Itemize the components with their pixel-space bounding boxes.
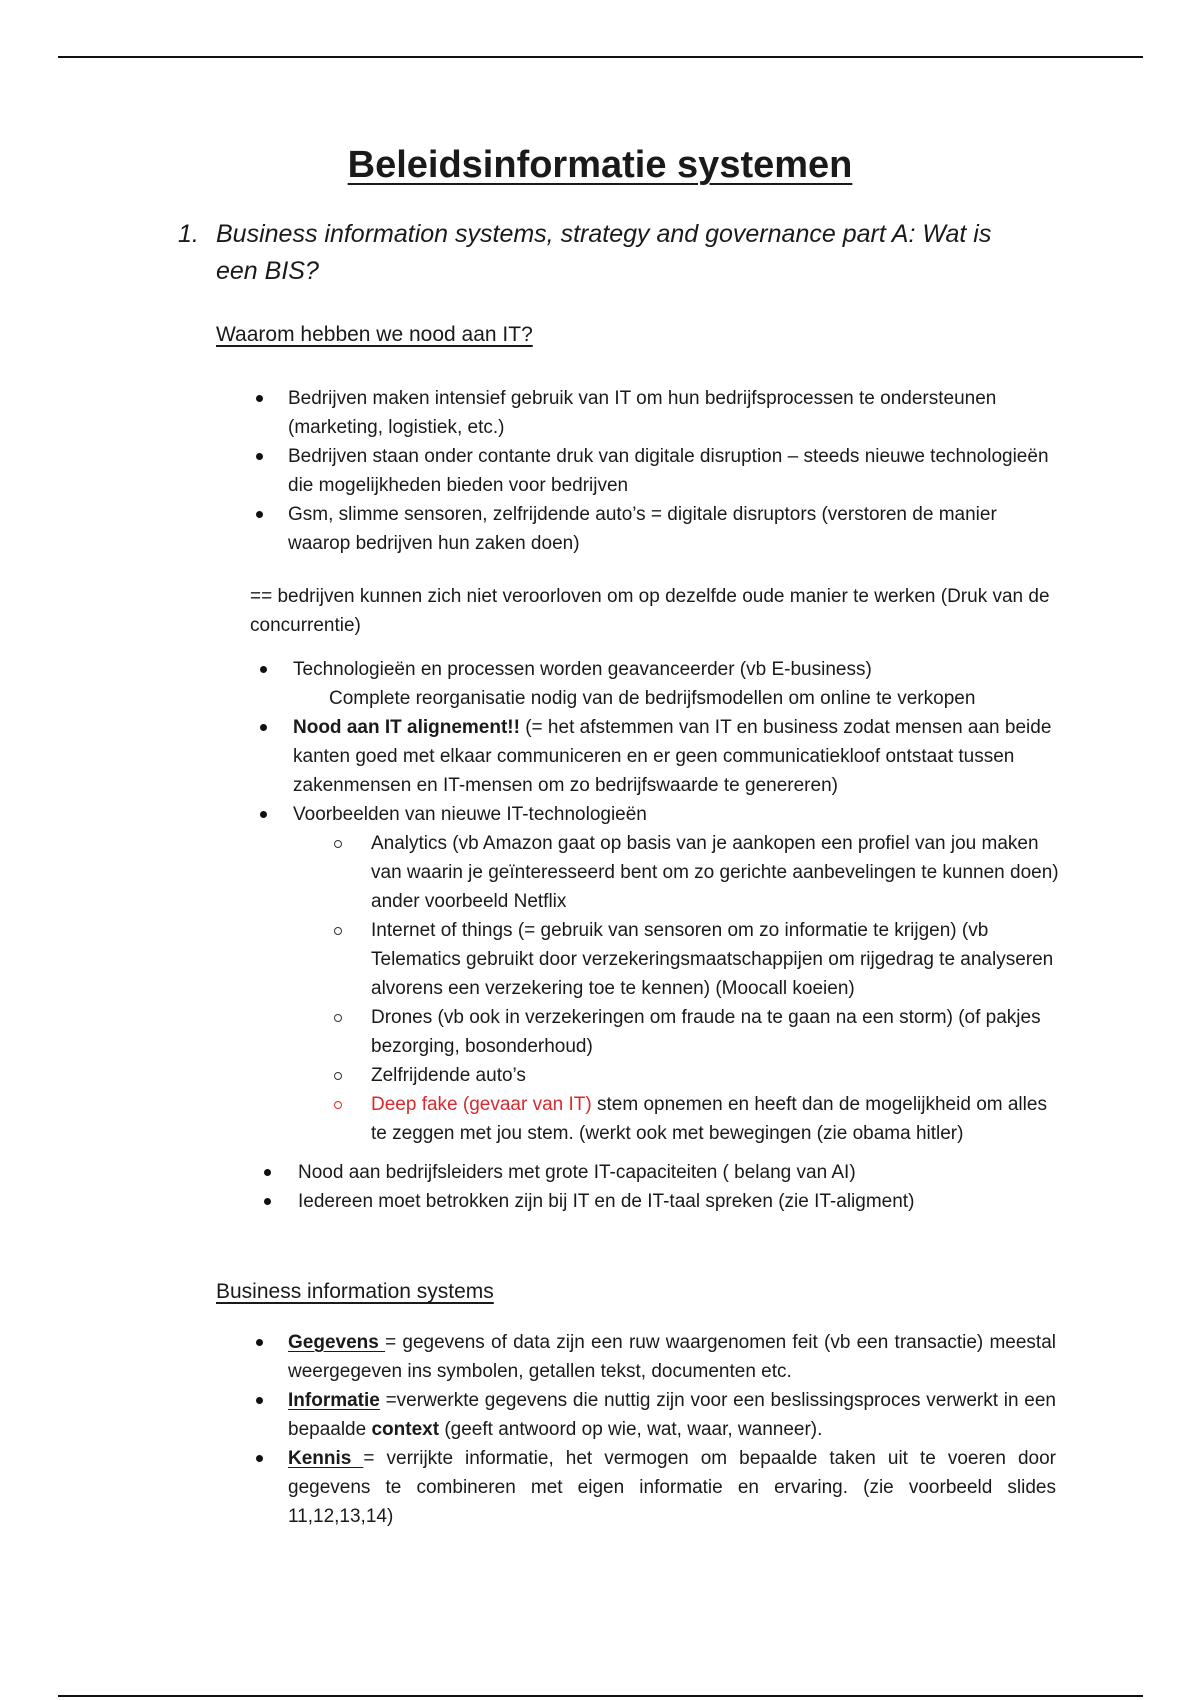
bullet-icon (264, 1198, 271, 1205)
bullet-icon (260, 666, 267, 673)
subheading-bis: Business information systems (216, 1280, 494, 1303)
list-item: Nood aan IT alignement!! (= het afstemmen van IT en business zodat mensen aan beide kanten goed met elkaar communiceren en er geen communicatiekloof ontstaat tussen zakenmensen en IT-mensen om zo bedrijfswaarde te genereren) (255, 713, 1065, 800)
bullet-icon (256, 395, 263, 402)
definition-gegevens: Gegevens = gegevens of data zijn een ruw waargenomen feit (vb een transactie) meestal weergegeven ins symbolen, getallen tekst, documenten etc. (250, 1328, 1056, 1386)
circle-bullet-icon (334, 927, 342, 935)
term-gegevens: Gegevens (288, 1332, 386, 1353)
circle-bullet-icon (334, 1014, 342, 1022)
term-kennis: Kennis (288, 1448, 364, 1469)
bullet-icon (264, 1169, 271, 1176)
list-item: Gsm, slimme sensoren, zelfrijdende auto’s = digitale disruptors (verstoren de manier waarop bedrijven hun zaken doen) (250, 500, 1060, 558)
list-item: Iedereen moet betrokken zijn bij IT en de IT-taal spreken (zie IT-aligment) (262, 1187, 1072, 1216)
section-heading (178, 216, 1038, 290)
sub-list-examples (333, 829, 1065, 1148)
emphasis-context: context (371, 1419, 440, 1440)
list-item: Technologieën en processen worden geavanceerder (vb E-business) Complete reorganisatie nodig van de bedrijfsmodellen om online te verkopen (255, 655, 1065, 713)
list-item: Bedrijven maken intensief gebruik van IT om hun bedrijfsprocessen te ondersteunen (marketing, logistiek, etc.) (250, 384, 1060, 442)
bullet-icon (260, 811, 267, 818)
document-title: Beleidsinformatie systemen (347, 144, 853, 186)
continuation-line: Complete reorganisatie nodig van de bedrijfsmodellen om online te verkopen (329, 688, 976, 709)
bullet-icon (256, 1339, 263, 1346)
list-item: Bedrijven staan onder contante druk van digitale disruption – steeds nieuwe technologieën die mogelijkheden bieden voor bedrijven (250, 442, 1060, 500)
top-rule (58, 56, 1143, 58)
paragraph-competition: == bedrijven kunnen zich niet veroorloven om op dezelfde oude manier te werken (Druk van de concurrentie) (250, 586, 1050, 636)
bottom-rule (58, 1695, 1143, 1697)
section-number: 1. (178, 220, 199, 248)
bullet-icon (260, 724, 267, 731)
term-informatie: Informatie (288, 1390, 380, 1411)
bullet-list-technologies (255, 655, 1065, 1148)
emphasis-text: Nood aan IT alignement!! (293, 717, 520, 738)
sub-list-item: Deep fake (gevaar van IT) stem opnemen en heeft dan de mogelijkheid om alles te zeggen met jou stem. (werkt ook met bewegingen (zie obama hitler) (333, 1090, 1065, 1148)
bullet-icon (256, 453, 263, 460)
bullet-list-definitions (250, 1328, 1056, 1531)
highlight-red-text: Deep fake (gevaar van IT) (371, 1094, 592, 1115)
list-item: Voorbeelden van nieuwe IT-technologieën Analytics (vb Amazon gaat op basis van je aankopen een profiel van jou maken van waarin je geïnteresseerd bent om zo gerichte aanbevelingen te kunnen doen) ander voorbeeld Netflix Internet of things (= gebruik van sensoren om zo informatie te krijgen) (vb Telematics gebruikt door verzekeringsmaatschappijen om rijgedrag te analyseren alvorens een verzekering toe te kennen) (Moocall koeien) Drones (vb ook in verzekeringen om fraude na te gaan na een storm) (of pakjes bezorging, bosonderhoud) Zelfrijdende auto’s Deep fake (gevaar van IT) stem opnemen en heeft dan de mogelijkheid om alles te zeggen met jou stem. (werkt ook met bewegingen (zie obama hitler) (255, 800, 1065, 1148)
sub-list-item: Drones (vb ook in verzekeringen om fraude na te gaan na een storm) (of pakjes bezorging, bosonderhoud) (333, 1003, 1065, 1061)
sub-list-item: Analytics (vb Amazon gaat op basis van je aankopen een profiel van jou maken van waarin je geïnteresseerd bent om zo gerichte aanbevelingen te kunnen doen) ander voorbeeld Netflix (333, 829, 1065, 916)
sub-list-item: Zelfrijdende auto’s (333, 1061, 1065, 1090)
bullet-icon (256, 511, 263, 518)
definition-informatie: Informatie =verwerkte gegevens die nuttig zijn voor een beslissingsproces verwerkt in een bepaalde context (geeft antwoord op wie, wat, waar, wanneer). (250, 1386, 1056, 1444)
circle-bullet-icon (334, 840, 342, 848)
definition-kennis: Kennis = verrijkte informatie, het vermogen om bepaalde taken uit te voeren door gegevens te combineren met eigen informatie en ervaring. (zie voorbeeld slides 11,12,13,14) (250, 1444, 1056, 1531)
subheading-why-it: Waarom hebben we nood aan IT? (216, 323, 533, 346)
list-item: Nood aan bedrijfsleiders met grote IT-capaciteiten ( belang van AI) (262, 1158, 1072, 1187)
bullet-icon (256, 1455, 263, 1462)
circle-bullet-icon (334, 1072, 342, 1080)
bullet-list-why-it (250, 384, 1060, 558)
sub-list-item: Internet of things (= gebruik van sensoren om zo informatie te krijgen) (vb Telematics gebruikt door verzekeringsmaatschappijen om rijgedrag te analyseren alvorens een verzekering toe te kennen) (Moocall koeien) (333, 916, 1065, 1003)
bullet-icon (256, 1397, 263, 1404)
section-title: Business information systems, strategy and governance part A: Wat is een BIS? (216, 220, 992, 285)
circle-bullet-icon (334, 1101, 342, 1109)
bullet-list-leaders (262, 1158, 1072, 1216)
